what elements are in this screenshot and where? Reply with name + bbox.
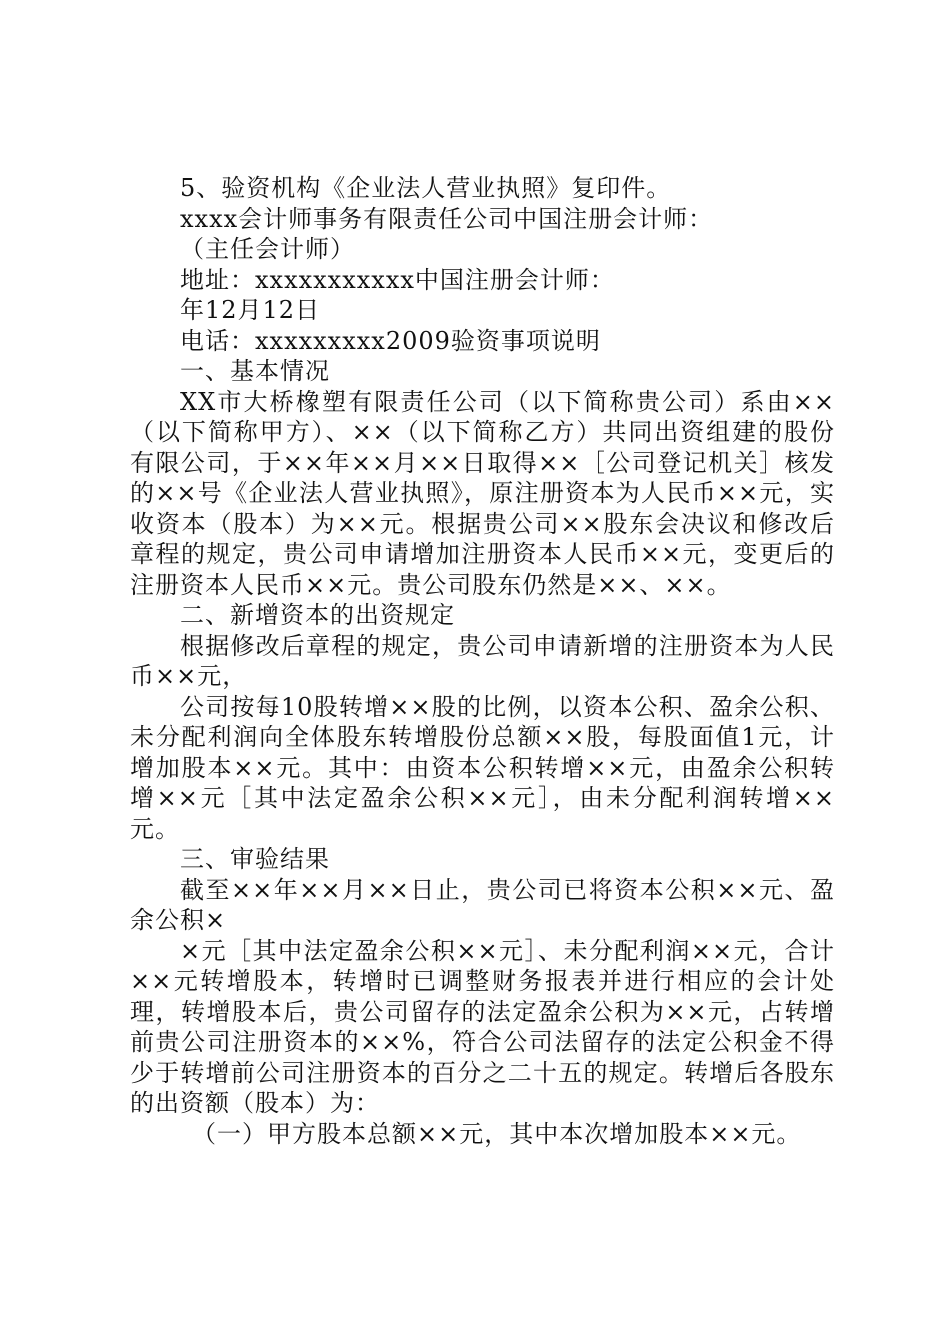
paragraph-phone: 电话：xxxxxxxxx2009验资事项说明 [180, 326, 601, 355]
paragraph-party-a-shares: （一）甲方股本总额××元，其中本次增加股本××元。 [192, 1119, 802, 1148]
heading-basic-info: 一、基本情况 [180, 357, 330, 385]
document-body [130, 173, 835, 1149]
heading-new-capital-rules: 二、新增资本的出资规定 [180, 601, 455, 629]
paragraph-chief-accountant: （主任会计师） [180, 235, 355, 263]
paragraph-audit-date: 截至××年××月××日止，贵公司已将资本公积××元、盈余公积× [130, 875, 835, 934]
heading-audit-results: 三、审验结果 [180, 845, 330, 873]
paragraph-basic-info: XX市大桥橡塑有限责任公司（以下简称贵公司）系由××（以下简称甲方）、××（以下简称乙方）共同出资组建的股份有限公司，于××年××月××日取得××［公司登记机关］核发的××号《企业法人营业执照》，原注册资本为人民币××元，实收资本（股本）为××元。根据贵公司××股东会决议和修改后章程的规定，贵公司申请增加注册资本人民币××元，变更后的注册资本人民币××元。贵公司股东仍然是××、××。 [130, 387, 835, 599]
paragraph-date: 年12月12日 [180, 296, 321, 324]
paragraph-firm-name: xxxx会计师事务有限责任公司中国注册会计师： [180, 204, 714, 233]
paragraph-audit-details: ×元［其中法定盈余公积××元］、未分配利润××元，合计××元转增股本，转增时已调整财务报表并进行相应的会计处理，转增股本后，贵公司留存的法定盈余公积为××元，占转增前贵公司注册资本的××%，符合公司法留存的法定公积金不得少于转增前公司注册资本的百分之二十五的规定。转增后各股东的出资额（股本）为： [130, 936, 835, 1117]
paragraph-conversion-ratio: 公司按每10股转增××股的比例，以资本公积、盈余公积、未分配利润向全体股东转增股份总额××股，每股面值1元，计增加股本××元。其中：由资本公积转增××元，由盈余公积转增××元［其中法定盈余公积××元］，由未分配利润转增××元。 [130, 692, 835, 843]
paragraph-address: 地址：xxxxxxxxxxx中国注册会计师： [180, 265, 615, 294]
paragraph-attachment-5: 5、验资机构《企业法人营业执照》复印件。 [180, 174, 672, 202]
paragraph-new-capital: 根据修改后章程的规定，贵公司申请新增的注册资本为人民币××元， [130, 631, 835, 690]
